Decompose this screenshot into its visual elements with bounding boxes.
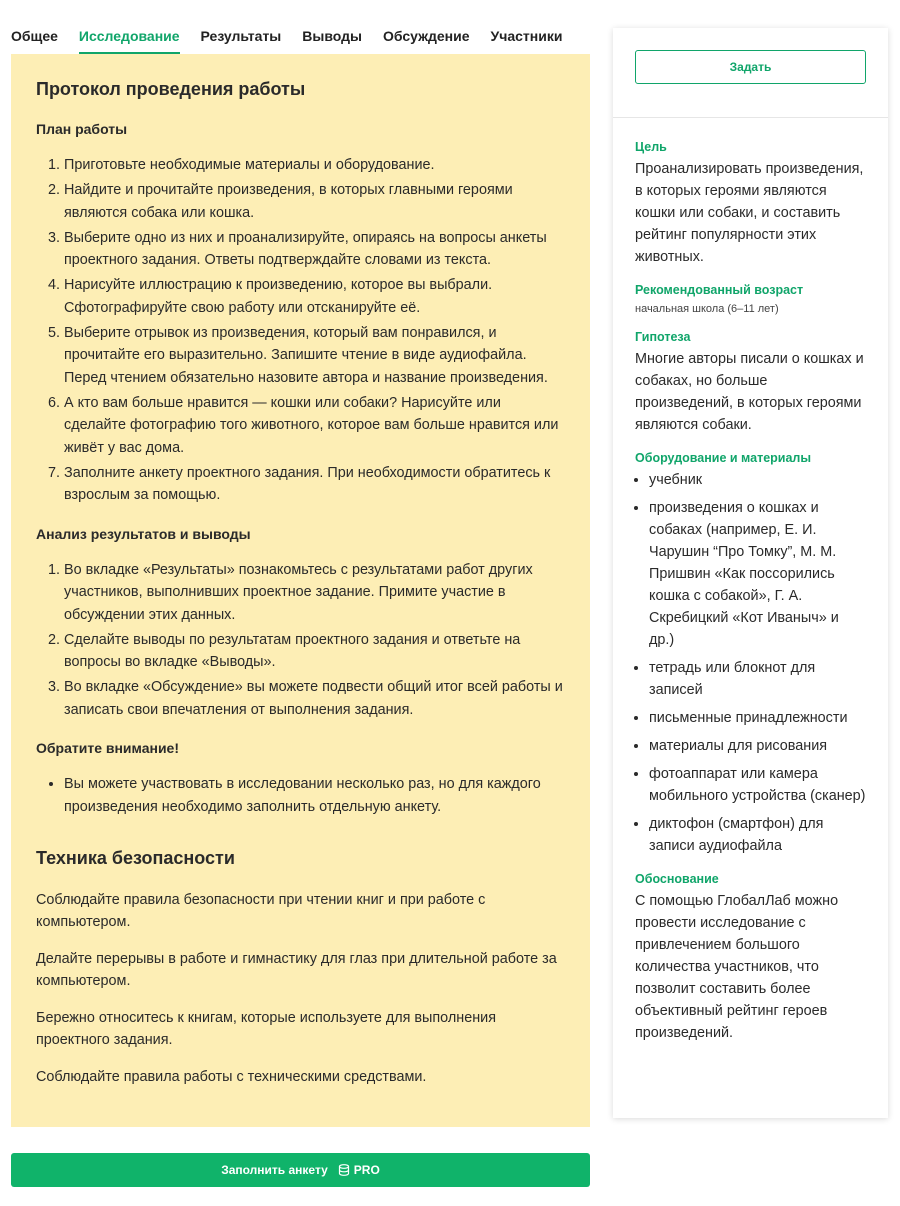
tab-discussion[interactable]: Обсуждение [382,28,470,44]
plan-title: План работы [36,121,128,137]
fill-survey-button[interactable] [11,1153,590,1187]
protocol-panel [11,54,590,1127]
safety-paragraph: Делайте перерывы в работе и гимнастику для глаз при длительной работе за компьютером. [36,951,557,989]
goal-heading: Цель [635,140,667,154]
database-icon [338,1164,350,1176]
tab-general[interactable]: Общее [11,28,58,44]
list-item: • фотоаппарат или камера мобильного устройства (сканер) [649,763,866,807]
safety-title: Техника безопасности [36,848,235,868]
rationale-text: С помощью ГлобалЛаб можно провести исследование с привлечением большого количества участников, что позволит составить более объективный рейтинг героев произведений. [635,893,839,1041]
list-item: 5. Выберите отрывок из произведения, который вам понравился, и прочитайте его выразительно. Запишите чтение в виде аудиофайла. Перед чтением обязательно назовите автора и название произведения. [64,322,564,390]
list-item: 2. Сделайте выводы по результатам проектного задания и ответьте на вопросы во вкладке «Выводы». [64,629,564,674]
tab-results[interactable]: Результаты [200,28,282,44]
list-item: • Вы можете участвовать в исследовании несколько раз, но для каждого произведения необходимо заполнить отдельную анкету. [64,773,564,818]
hypothesis-text: Многие авторы писали о кошках и собаках, но больше произведений, в которых героями являются собаки. [635,351,864,433]
equipment-heading: Оборудование и материалы [635,451,812,465]
list-item: 1. Во вкладке «Результаты» познакомьтесь с результатами работ других участников, выполнивших проектное задание. Примите участие в обсуждении этих данных. [64,559,564,627]
plan-list [64,154,564,507]
safety-paragraph: Соблюдайте правила безопасности при чтении книг и при работе с компьютером. [36,892,486,930]
safety-paragraph: Соблюдайте правила работы с техническими средствами. [36,1069,427,1085]
list-item: 7. Заполните анкету проектного задания. При необходимости обратитесь к взрослым за помощью. [64,462,564,507]
goal-text: Проанализировать произведения, в которых героями являются кошки или собаки, и составить рейтинг популярности этих животных. [635,161,864,265]
age-heading: Рекомендованный возраст [635,283,804,297]
list-item: 3. Выберите одно из них и проанализируйте, опираясь на вопросы анкеты проектного задания. Ответы подтверждайте словами из текста. [64,227,564,272]
list-item: 2. Найдите и прочитайте произведения, в которых главными героями являются собака или кошка. [64,179,564,224]
fill-survey-label: Заполнить анкету [221,1163,328,1177]
list-item: • тетрадь или блокнот для записей [649,657,866,701]
analysis-list [64,559,564,722]
list-item: • письменные принадлежности [649,707,866,729]
project-info-sidebar [613,28,888,1118]
safety-paragraph: Бережно относитесь к книгам, которые используете для выполнения проектного задания. [36,1010,496,1048]
tab-research[interactable]: Исследование [79,22,180,54]
list-item: • учебник [649,469,866,491]
age-text: начальная школа (6–11 лет) [635,303,779,315]
protocol-title: Протокол проведения работы [36,79,306,99]
assign-button[interactable]: Задать [635,50,866,84]
attention-list [64,773,564,818]
list-item: • произведения о кошках и собаках (например, Е. И. Чарушин “Про Томку”, М. М. Пришвин «Как поссорились кошка с собакой», Г. А. Скребицкий «Кот Иваныч» и др.) [649,497,866,651]
sidebar-body [613,118,888,1044]
tab-participants[interactable]: Участники [490,28,563,44]
list-item: 4. Нарисуйте иллюстрацию к произведению, которое вы выбрали. Сфотографируйте свою работу или отсканируйте её. [64,274,564,319]
rationale-heading: Обоснование [635,872,719,886]
list-item: • диктофон (смартфон) для записи аудиофайла [649,813,866,857]
tab-conclusions[interactable]: Выводы [302,28,362,44]
attention-title: Обратите внимание! [36,740,180,756]
pro-badge: PRO [353,1163,380,1177]
list-item: • материалы для рисования [649,735,866,757]
equipment-list [649,469,866,857]
analysis-title: Анализ результатов и выводы [36,525,251,542]
assign-section [613,28,888,118]
tab-bar [11,22,583,54]
list-item: 1. Приготовьте необходимые материалы и оборудование. [64,154,564,177]
list-item: 6. А кто вам больше нравится — кошки или собаки? Нарисуйте или сделайте фотографию того животного, которое вам больше нравится или живёт у вас дома. [64,392,564,460]
hypothesis-heading: Гипотеза [635,330,691,344]
list-item: 3. Во вкладке «Обсуждение» вы можете подвести общий итог всей работы и записать свои впечатления от выполнения задания. [64,676,564,721]
